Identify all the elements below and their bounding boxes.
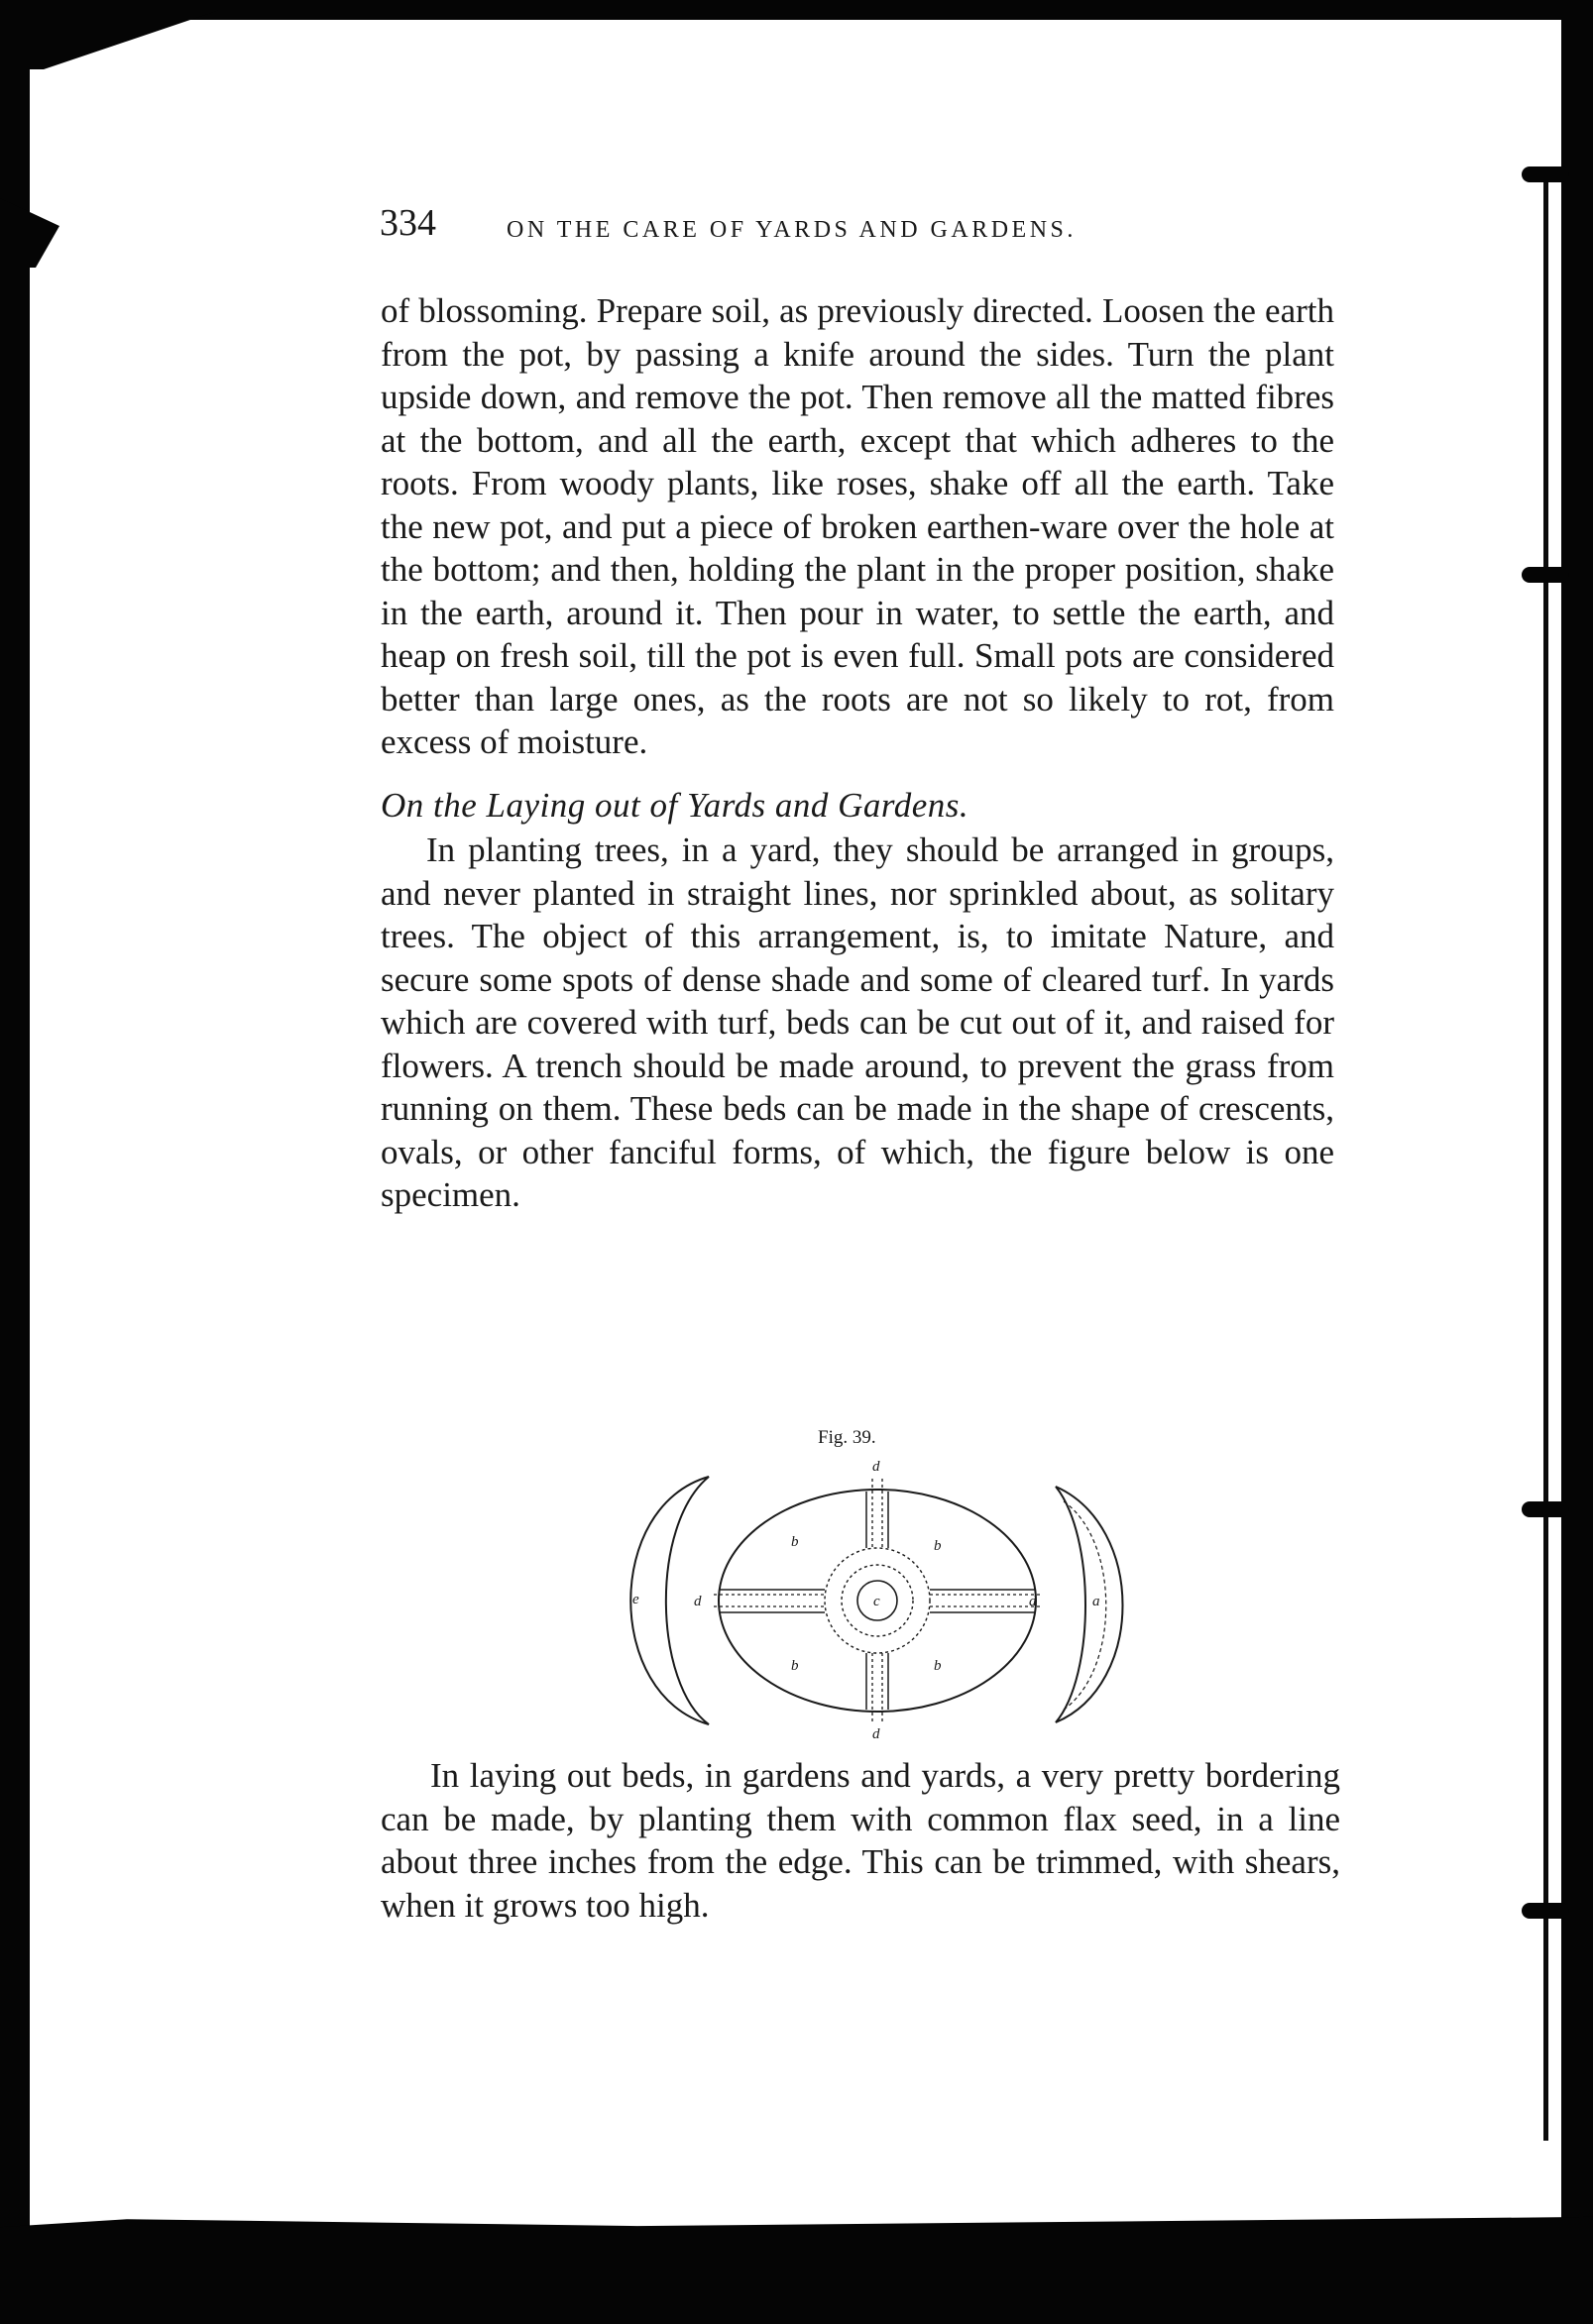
- label-d-top: d: [872, 1459, 880, 1475]
- running-head: ON THE CARE OF YARDS AND GARDENS.: [507, 217, 1077, 243]
- label-b-bottom-left: b: [791, 1658, 799, 1674]
- crescent-bed-right: [1056, 1487, 1123, 1722]
- garden-bed-diagram: [595, 1457, 1130, 1744]
- page-number: 334: [380, 202, 436, 244]
- scan-border-right: [1561, 0, 1593, 2324]
- spine-ornament: [1522, 1501, 1569, 1517]
- label-d-right: d: [1029, 1594, 1037, 1609]
- scan-border-top: [149, 0, 1593, 20]
- page-header: [380, 201, 1371, 261]
- spine-ornament: [1522, 166, 1569, 182]
- body-text: [381, 289, 1334, 1217]
- spine-line: [1543, 168, 1548, 2141]
- section-heading: On the Laying out of Yards and Gardens.: [381, 785, 969, 825]
- label-b-bottom-right: b: [934, 1658, 942, 1674]
- label-b-top-right: b: [934, 1538, 942, 1554]
- paragraph: In laying out beds, in gardens and yards, a very pretty bordering can be made, by planting them with common flax seed, in a line about three inches from the edge. This can be trimmed, with shears, when it grows too high.: [381, 1756, 1340, 1925]
- scan-artifact-left: [0, 198, 59, 268]
- paragraph: of blossoming. Prepare soil, as previously directed. Loosen the earth from the pot, by passing a knife around the sides. Turn the plant upside down, and remove the pot. Then remove all the matted fibres at the bottom, and all the earth, except that which adheres to the roots. From woody plants, like roses, shake off all the earth. Take the new pot, and put a piece of broken earthen-ware over the hole at the bottom; and then, holding the plant in the proper position, shake in the earth, around it. Then pour in water, to settle the earth, and heap on fresh soil, till the pot is even full. Small pots are considered better than large ones, as the roots are not so likely to rot, from excess of moisture.: [381, 291, 1334, 761]
- label-a-right: a: [1092, 1594, 1100, 1609]
- scan-border-left: [0, 0, 30, 2324]
- label-c-center: c: [873, 1594, 880, 1609]
- spine-ornament: [1522, 1903, 1569, 1919]
- scan-corner-top-left: [0, 0, 218, 69]
- paragraph: In planting trees, in a yard, they should be arranged in groups, and never planted in straight lines, nor sprinkled about, as solitary trees. The object of this arrangement, is, to imitate Nature, and secure some spots of dense shade and some of cleared turf. In yards which are covered with turf, beds can be cut out of it, and raised for flowers. A trench should be made around, to prevent the grass from running on them. These beds can be made in the shape of crescents, ovals, or other fanciful forms, of which, the figure below is one specimen.: [381, 830, 1334, 1214]
- figure-caption: Fig. 39.: [818, 1427, 876, 1448]
- label-d-bottom: d: [872, 1726, 880, 1742]
- scan-border-bottom: [0, 2210, 1593, 2324]
- body-text-lower: [381, 1754, 1340, 1927]
- spine-ornament: [1522, 567, 1569, 583]
- label-e-left: e: [632, 1592, 639, 1607]
- label-b-top-left: b: [791, 1534, 799, 1550]
- figure-39: [595, 1427, 1130, 1744]
- label-d-left: d: [694, 1594, 702, 1609]
